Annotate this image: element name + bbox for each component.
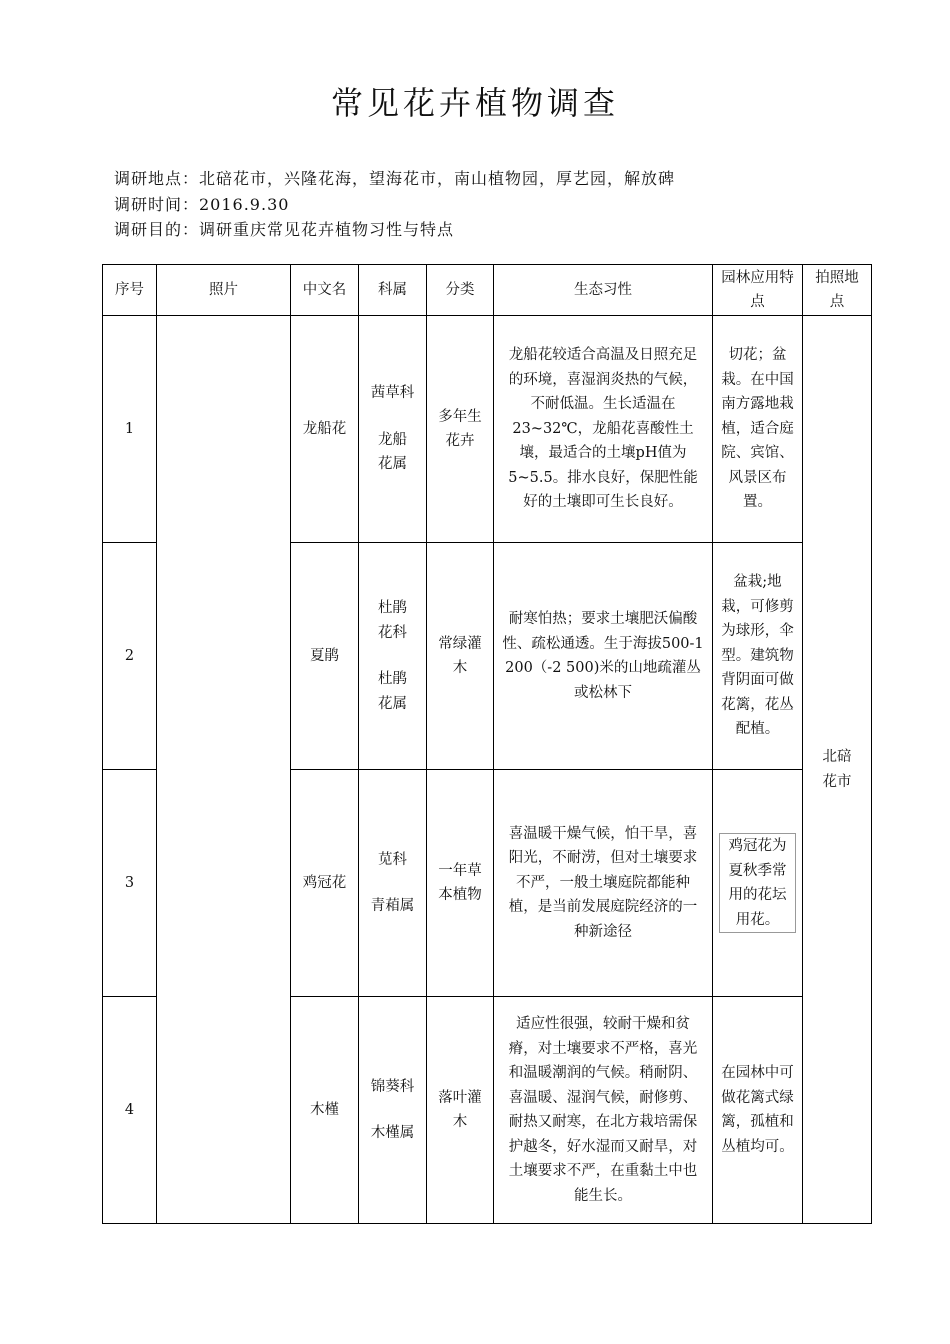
genus-name: 杜鹃花属 bbox=[378, 671, 407, 712]
row-category: 多年生花卉 bbox=[427, 316, 494, 543]
row-family bbox=[359, 997, 427, 1224]
survey-purpose: 调研目的：调研重庆常见花卉植物习性与特点 bbox=[114, 220, 455, 239]
survey-time: 调研时间：2016.9.30 bbox=[114, 195, 290, 214]
header-no: 序号 bbox=[103, 265, 157, 316]
header-garden: 园林应用特点 bbox=[713, 265, 803, 316]
row-no: 4 bbox=[103, 997, 157, 1224]
row-family bbox=[359, 543, 427, 770]
header-name: 中文名 bbox=[291, 265, 359, 316]
genus-name: 木槿属 bbox=[370, 1125, 415, 1141]
row-no: 1 bbox=[103, 316, 157, 543]
row-garden: 在园林中可做花篱式绿篱，孤植和丛植均可。 bbox=[713, 997, 803, 1224]
row-name: 鸡冠花 bbox=[291, 770, 359, 997]
row-category: 落叶灌木 bbox=[427, 997, 494, 1224]
genus-name: 青葙属 bbox=[370, 898, 415, 914]
family-name: 杜鹃花科 bbox=[378, 600, 407, 641]
row-place: 北碚花市 bbox=[803, 316, 872, 1224]
row-ecology: 喜温暖干燥气候，怕干旱，喜阳光，不耐涝，但对土壤要求不严，一般土壤庭院都能种植，是当前发展庭院经济的一种新途径 bbox=[494, 770, 713, 997]
header-row bbox=[103, 265, 872, 316]
row-garden: 切花；盆栽。在中国南方露地栽植，适合庭院、宾馆、风景区布置。 bbox=[713, 316, 803, 543]
family-name: 锦葵科 bbox=[370, 1078, 415, 1095]
row-garden bbox=[713, 770, 803, 997]
row-family bbox=[359, 316, 427, 543]
row-name: 龙船花 bbox=[291, 316, 359, 543]
family-name: 茜草科 bbox=[370, 385, 415, 402]
row-ecology: 龙船花较适合高温及日照充足的环境，喜湿润炎热的气候，不耐低温。生长适温在23~32℃，龙船花喜酸性土壤，最适合的土壤pH值为5~5.5。排水良好，保肥性能好的土壤即可生长良好。 bbox=[494, 316, 713, 543]
table-row bbox=[103, 316, 872, 543]
header-category: 分类 bbox=[427, 265, 494, 316]
survey-location: 调研地点：北碚花市，兴隆花海，望海花市，南山植物园，厚艺园，解放碑 bbox=[114, 169, 676, 188]
row-family bbox=[359, 770, 427, 997]
row-ecology: 耐寒怕热；要求土壤肥沃偏酸性、疏松通透。生于海拔500-1 200（-2 500)米的山地疏灌丛或松林下 bbox=[494, 543, 713, 770]
genus-name: 龙船花属 bbox=[378, 431, 407, 473]
row-category: 一年草本植物 bbox=[427, 770, 494, 997]
row-name: 夏鹃 bbox=[291, 543, 359, 770]
header-place: 拍照地点 bbox=[803, 265, 872, 316]
header-photo: 照片 bbox=[157, 265, 291, 316]
header-family: 科属 bbox=[359, 265, 427, 316]
photo-cell bbox=[157, 316, 291, 1224]
page-title: 常见花卉植物调查 bbox=[330, 84, 619, 122]
family-name: 苋科 bbox=[378, 851, 407, 868]
row-name: 木槿 bbox=[291, 997, 359, 1224]
garden-text-box: 鸡冠花为夏秋季常用的花坛用花。 bbox=[719, 833, 796, 933]
row-ecology: 适应性很强，较耐干燥和贫瘠，对土壤要求不严格，喜光和温暖潮润的气候。稍耐阴、喜温暖、湿润气候，耐修剪、耐热又耐寒，在北方栽培需保护越冬，好水湿而又耐旱，对土壤要求不严，在重黏土中也能生长。 bbox=[494, 997, 713, 1224]
header-ecology: 生态习性 bbox=[494, 265, 713, 316]
row-no: 2 bbox=[103, 543, 157, 770]
row-no: 3 bbox=[103, 770, 157, 997]
row-garden: 盆栽;地栽，可修剪为球形，伞型。建筑物背阴面可做花篱，花丛配植。 bbox=[713, 543, 803, 770]
row-category: 常绿灌木 bbox=[427, 543, 494, 770]
survey-table bbox=[102, 264, 872, 1224]
